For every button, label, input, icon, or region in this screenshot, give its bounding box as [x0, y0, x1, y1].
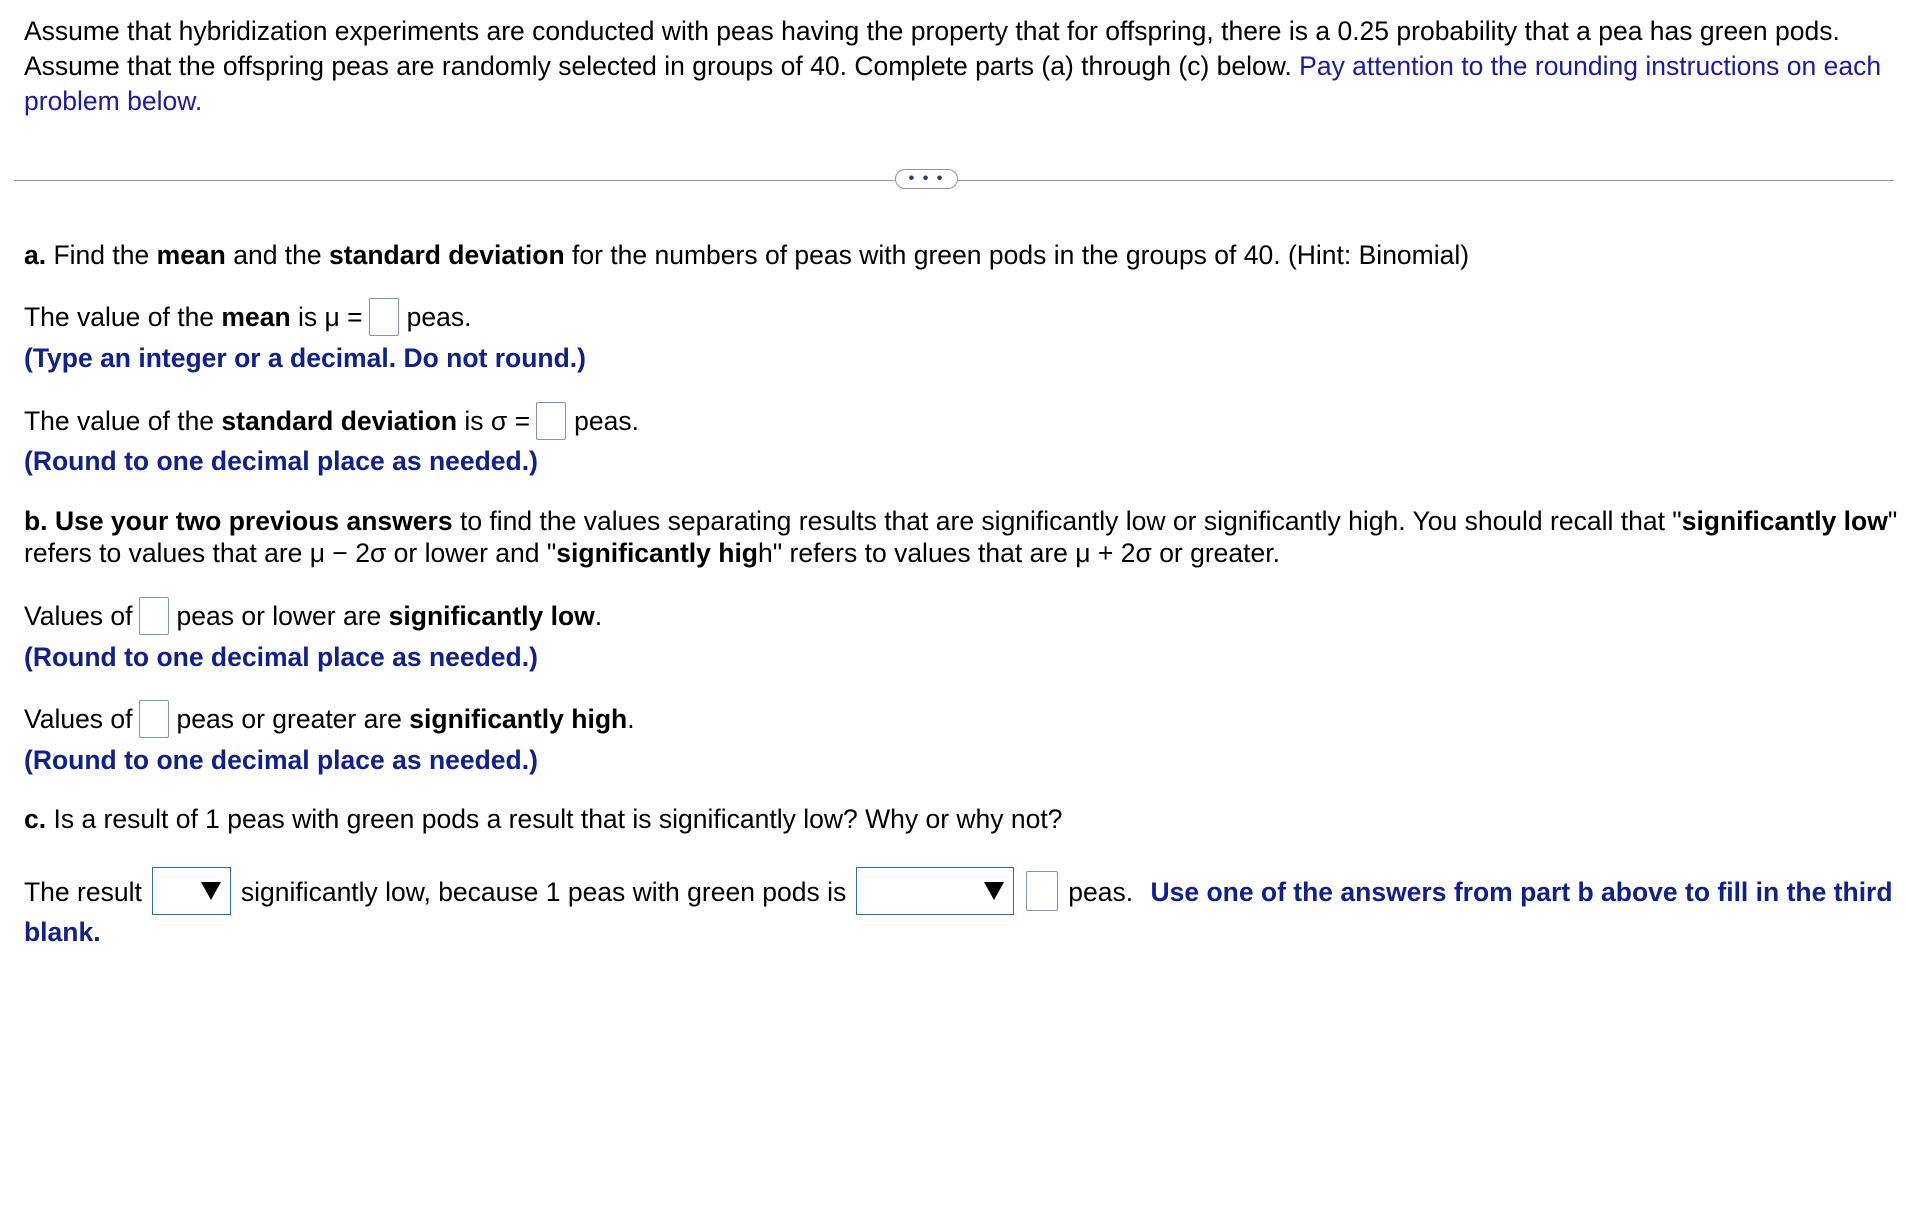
mean-label-mid: is μ =	[298, 302, 363, 332]
high-label-pre: Values of	[24, 704, 133, 734]
result-label-mid: significantly low, because 1 peas with green pods is	[240, 877, 847, 907]
sd-unit: peas.	[574, 406, 639, 436]
part-a-text-1: Find the	[53, 240, 150, 270]
problem-intro	[24, 14, 1884, 119]
sd-label-bold: standard deviation	[221, 406, 458, 436]
high-answer-line	[24, 702, 635, 740]
part-b-prompt-line-1	[24, 504, 1897, 539]
part-c-label: c.	[24, 804, 47, 834]
part-b-text-4: h" refers to values that are μ + 2σ or greater.	[758, 538, 1280, 568]
part-c-instruction: Use one of the answers from part b above to fill in the third	[1150, 877, 1893, 907]
high-label-bold: significantly high	[409, 704, 628, 734]
mean-label-pre: The value of the	[24, 302, 215, 332]
sd-hint: (Round to one decimal place as needed.)	[24, 446, 538, 476]
is-is-not-dropdown[interactable]	[152, 867, 231, 915]
mean-answer-line	[24, 300, 471, 338]
low-label-bold: significantly low	[388, 601, 595, 631]
more-options-button[interactable]: • • •	[895, 169, 958, 189]
part-b-text-2: "	[1887, 506, 1898, 536]
part-b-text-3: refers to values that are μ − 2σ or lower and "	[24, 538, 557, 568]
low-label-mid: peas or lower are	[176, 601, 382, 631]
sd-input[interactable]	[536, 402, 566, 440]
sd-label-mid: is σ =	[464, 406, 531, 436]
dropdown-arrow-icon	[981, 873, 1007, 909]
comparison-dropdown[interactable]	[856, 867, 1014, 915]
mean-input[interactable]	[369, 298, 399, 336]
high-label-end: .	[627, 704, 635, 734]
part-c-instruction-cont: blank.	[24, 917, 101, 947]
part-a-text-3: for the numbers of peas with green pods in the groups of 40. (Hint: Binomial)	[572, 240, 1470, 270]
part-a-bold-sd: standard deviation	[329, 240, 565, 270]
mean-hint: (Type an integer or a decimal. Do not round.)	[24, 343, 586, 373]
part-b-text-1: to find the values separating results that are significantly low or significantly high. You should recall that "	[459, 506, 1682, 536]
rounding-note: Pay attention to the rounding instructions on each problem below.	[24, 50, 1882, 116]
low-answer-line	[24, 599, 602, 637]
part-a-bold-mean: mean	[156, 240, 226, 270]
high-hint: (Round to one decimal place as needed.)	[24, 745, 538, 775]
sd-answer-line	[24, 404, 639, 442]
sd-label-pre: The value of the	[24, 406, 215, 436]
low-label-pre: Values of	[24, 601, 133, 631]
result-unit: peas.	[1068, 877, 1134, 907]
part-b-bold-lead: Use your two previous answers	[54, 506, 453, 536]
mean-label-bold: mean	[221, 302, 291, 332]
part-a-label: a.	[24, 240, 47, 270]
part-c-prompt	[24, 802, 1062, 837]
significantly-high-input[interactable]	[139, 700, 169, 738]
part-a-text-2: and the	[233, 240, 322, 270]
low-label-end: .	[594, 601, 603, 631]
high-label-mid: peas or greater are	[176, 704, 402, 734]
part-b-prompt-line-2	[24, 536, 1280, 571]
part-b-bold-low: significantly low	[1681, 506, 1888, 536]
significantly-low-input[interactable]	[139, 597, 169, 635]
part-b-label: b.	[24, 506, 48, 536]
part-c-answer-line	[24, 870, 1893, 918]
low-hint: (Round to one decimal place as needed.)	[24, 642, 538, 672]
intro-text: Assume that hybridization experiments are conducted with peas having the property that for offspring, there is a 0.25 probability that a pea has green pods. Assume that the offspring peas are randomly selected in groups of 40. Complete parts (a) through (c) below.	[24, 16, 1840, 81]
mean-unit: peas.	[406, 302, 472, 332]
part-a-prompt	[24, 238, 1469, 273]
part-c-question: Is a result of 1 peas with green pods a result that is significantly low? Why or why not?	[53, 804, 1063, 834]
result-label-pre: The result	[24, 877, 142, 907]
threshold-input[interactable]	[1026, 871, 1058, 911]
part-b-bold-high: significantly hig	[556, 538, 758, 568]
dropdown-arrow-icon	[198, 873, 224, 909]
